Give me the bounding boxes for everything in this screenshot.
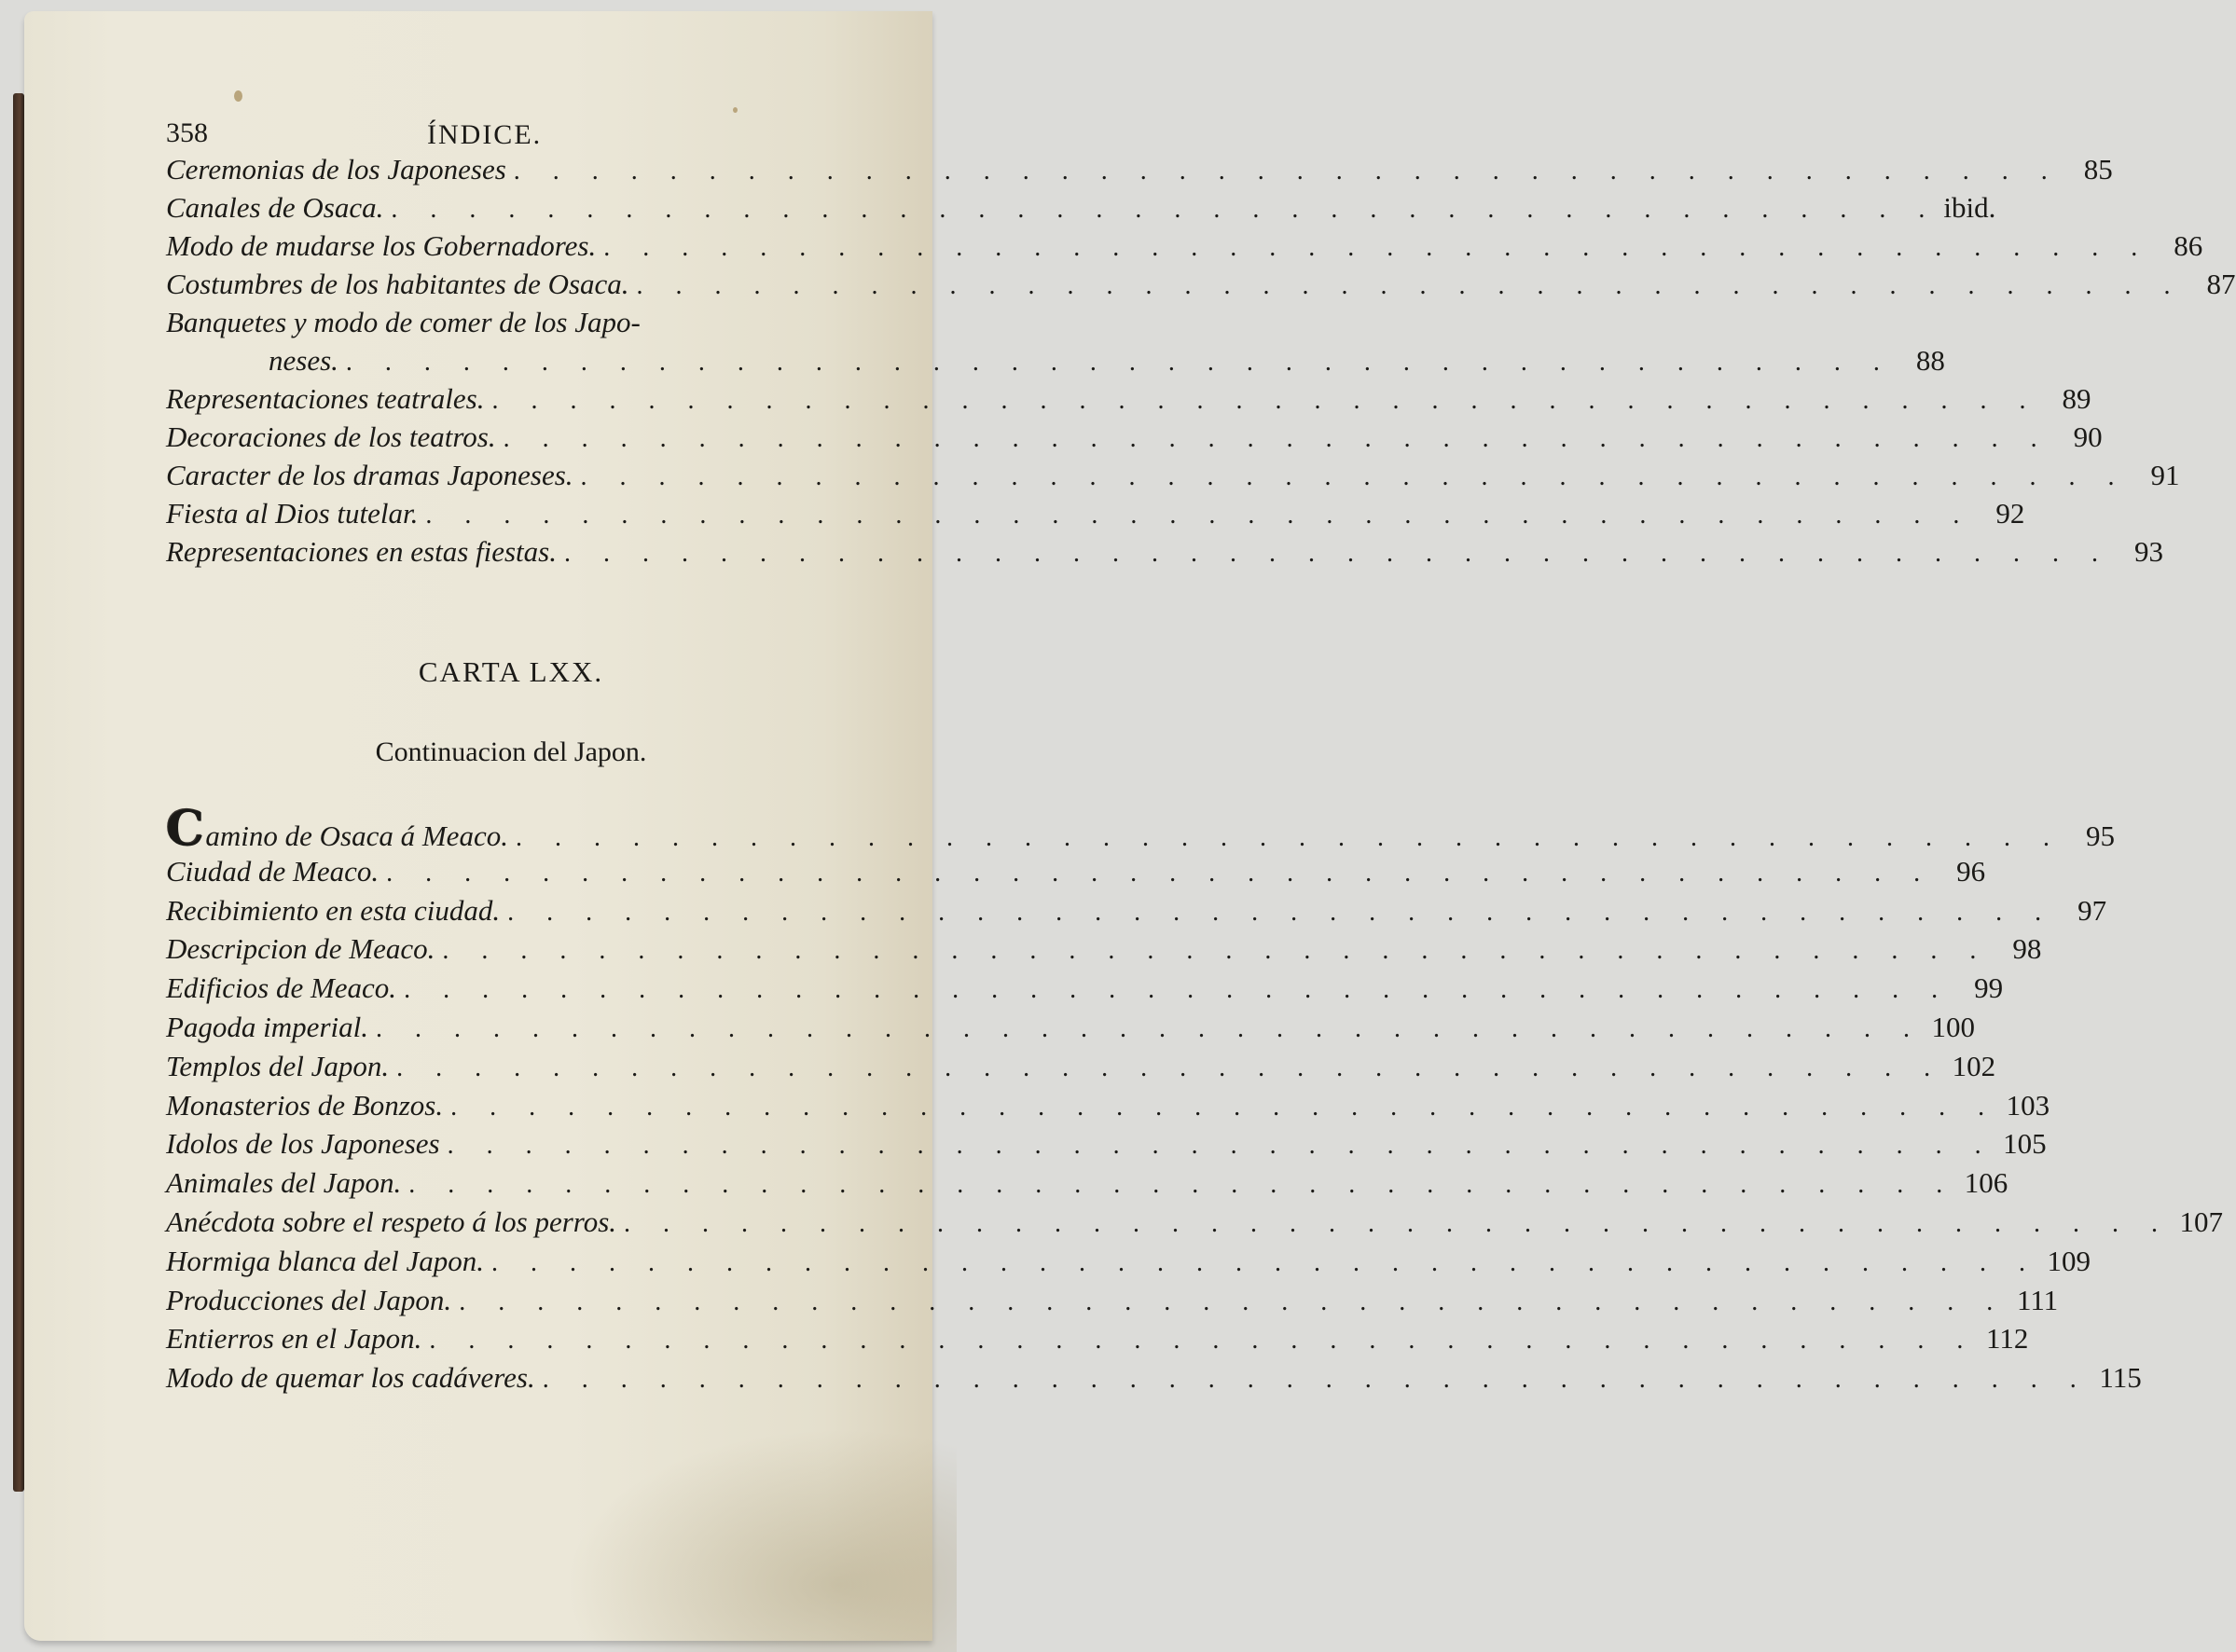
water-stain: [565, 1428, 957, 1652]
entry-text: Modo de quemar los cadáveres.: [166, 1361, 535, 1395]
index-entry: [166, 1088, 2050, 1126]
entry-page-number: 87: [2206, 268, 2236, 300]
entry-page-number: 93: [2133, 535, 2163, 568]
leader-dots: . . . . . . . . . . . . . . . . . . . . . . . . . . . . . . . . . . . . . . . .: [376, 1014, 1923, 1043]
entry-text: Descripcion de Meaco.: [166, 932, 435, 966]
entry-text: amino de Osaca á Meaco.: [205, 819, 508, 852]
entry-text: Edificios de Meaco.: [166, 971, 397, 1005]
entry-page-number: 89: [2062, 382, 2091, 415]
index-entry: [166, 932, 2042, 970]
entry-title: [166, 1361, 535, 1395]
letter-heading: CARTA LXX.: [418, 655, 604, 688]
entry-page-number: 92: [1995, 497, 2025, 530]
leader-dots: . . . . . . . . . . . . . . . . . . . . . . . . . . . . . . . . . . . . . . . .: [491, 386, 2039, 415]
entry-page-number: 106: [1964, 1166, 2008, 1200]
leader-dots: . . . . . . . . . . . . . . . . . . . . . . . . . . . . . . . . . . . . . . . .: [442, 936, 1990, 966]
leader-dots: . . . . . . . . . . . . . . . . . . . . . . . . . . . . . . . . . . . . . . . .: [490, 1247, 2038, 1277]
index-entry: [166, 1361, 2142, 1398]
entry-text: Canales de Osaca.: [166, 191, 384, 224]
entry-page-number: 91: [2150, 459, 2180, 491]
index-entry: [166, 1011, 1975, 1048]
entry-title: [166, 932, 435, 966]
entry-text: Decoraciones de los teatros.: [166, 420, 496, 453]
index-entry: [166, 1244, 2091, 1282]
index-entry: [166, 344, 1945, 381]
leader-dots: . . . . . . . . . . . . . . . . . . . . . . . . . . . . . . . . . . . . . . . .: [580, 462, 2128, 491]
entry-page-number: 98: [2012, 932, 2042, 966]
index-entry: [166, 1049, 1996, 1087]
entry-title: [166, 191, 383, 225]
entry-title: [166, 1011, 368, 1044]
leader-dots: . . . . . . . . . . . . . . . . . . . . . . . . . . . . . . . . . . . . . . . .: [404, 975, 1952, 1005]
leader-dots: . . . . . . . . . . . . . . . . . . . . . . . . . . . . . . . . . . . . . . . .: [636, 271, 2184, 300]
book-binding: [13, 93, 24, 1492]
entry-page-number: 97: [2077, 893, 2107, 927]
entry-page-number: 90: [2073, 420, 2103, 453]
entry-title: [166, 855, 379, 888]
entry-title: [166, 420, 496, 454]
page-number: 358: [166, 117, 208, 148]
index-entry: [166, 854, 1986, 892]
index-entry: [166, 420, 2103, 458]
index-entry: [166, 1166, 2008, 1204]
entry-text: Entierros en el Japon.: [166, 1322, 422, 1356]
leader-dots: . . . . . . . . . . . . . . . . . . . . . . . . . . . . . . . . . . . . . . . .: [447, 1131, 1994, 1161]
entry-title: [166, 1166, 401, 1200]
leader-dots: . . . . . . . . . . . . . . . . . . . . . . . . . . . . . . . . . . . . . . . .: [459, 1287, 2007, 1316]
entry-text: Hormiga blanca del Japon.: [166, 1244, 484, 1277]
index-entry: [166, 229, 2203, 267]
entry-text: Anécdota sobre el respeto á los perros.: [166, 1205, 617, 1238]
leader-dots: . . . . . . . . . . . . . . . . . . . . . . . . . . . . . . . . . . . . . . . .: [450, 1092, 1998, 1122]
leader-dots: . . . . . . . . . . . . . . . . . . . . . . . . . . . . . . . . . . . . . . . .: [429, 1326, 1977, 1356]
leader-dots: . . . . . . . . . . . . . . . . . . . . . . . . . . . . . . . . . . . . . . . .: [513, 157, 2061, 186]
index-entry: [166, 497, 2025, 534]
entry-page-number: 99: [1974, 971, 2004, 1005]
entry-page-number: 107: [2179, 1205, 2224, 1238]
entry-text: Representaciones teatrales.: [166, 382, 485, 415]
leader-dots: . . . . . . . . . . . . . . . . . . . . . . . . . . . . . . . . . . . . . . . .: [345, 348, 1893, 377]
leader-dots: . . . . . . . . . . . . . . . . . . . . . . . . . . . . . . . . . . . . . . . .: [408, 1170, 1956, 1200]
leader-dots: . . . . . . . . . . . . . . . . . . . . . . . . . . . . . . . . . . . . . . . .: [563, 539, 2111, 568]
entry-page-number: 86: [2174, 229, 2203, 262]
page-header: [166, 117, 856, 155]
index-entry: [166, 971, 2004, 1009]
leader-dots: . . . . . . . . . . . . . . . . . . . . . . . . . . . . . . . . . . . . . . . .: [425, 501, 1973, 530]
entry-text: Caracter de los dramas Japoneses.: [166, 459, 573, 491]
entry-text: Banquetes y modo de comer de los Japo-: [166, 306, 641, 338]
entry-text: Templos del Japon.: [166, 1049, 390, 1082]
index-entry: [166, 1205, 2224, 1243]
index-entry: [166, 459, 2180, 496]
entry-title: [166, 1205, 616, 1239]
entry-page-number: ibid.: [1943, 191, 1996, 224]
index-entry: [166, 306, 856, 343]
entry-title: [166, 344, 338, 378]
entry-text: neses.: [269, 344, 338, 377]
leader-dots: . . . . . . . . . . . . . . . . . . . . . . . . . . . . . . . . . . . . . . . .: [624, 1209, 2172, 1238]
entry-text: Representaciones en estas fiestas.: [166, 535, 557, 568]
index-entry: [166, 268, 2236, 305]
entry-page-number: 115: [2099, 1361, 2142, 1395]
entry-title: [166, 1127, 440, 1161]
entry-title: [166, 971, 396, 1005]
leader-dots: . . . . . . . . . . . . . . . . . . . . . . . . . . . . . . . . . . . . . . . .: [507, 897, 2055, 927]
entry-page-number: 88: [1915, 344, 1945, 377]
index-entry: [166, 1322, 2029, 1359]
index-entry: [166, 382, 2091, 420]
entry-text: Monasterios de Bonzos.: [166, 1088, 444, 1122]
entry-title: [166, 306, 641, 339]
entry-title: [166, 535, 557, 569]
index-entry: [166, 801, 2115, 858]
foxing-spot: [733, 107, 738, 113]
letter-subtitle: Continuacion del Japon.: [375, 737, 647, 767]
entry-page-number: 112: [1986, 1322, 2029, 1356]
drop-cap: C: [166, 801, 205, 858]
entry-text: Producciones del Japon.: [166, 1283, 452, 1316]
entry-page-number: 105: [2003, 1127, 2047, 1161]
entry-title: [166, 1050, 389, 1083]
entry-title: [166, 801, 508, 858]
entry-title: [166, 1284, 451, 1317]
entry-title: [166, 1089, 443, 1122]
foxing-spot: [234, 90, 242, 102]
entry-title: [166, 894, 500, 928]
entry-title: [166, 382, 484, 416]
leader-dots: . . . . . . . . . . . . . . . . . . . . . . . . . . . . . . . . . . . . . . . .: [603, 233, 2151, 262]
entry-title: [166, 497, 418, 530]
entry-title: [166, 1245, 484, 1278]
entry-page-number: 85: [2083, 153, 2113, 186]
entry-title: [166, 153, 506, 186]
entry-text: Pagoda imperial.: [166, 1011, 368, 1043]
leader-dots: . . . . . . . . . . . . . . . . . . . . . . . . . . . . . . . . . . . . . . . .: [515, 823, 2063, 852]
entry-text: Idolos de los Japoneses: [166, 1127, 440, 1161]
index-entry: [166, 535, 2163, 572]
entry-text: Recibimiento en esta ciudad.: [166, 893, 501, 927]
entry-title: [166, 229, 596, 263]
entry-page-number: 96: [1956, 854, 1986, 888]
entry-text: Ciudad de Meaco.: [166, 854, 380, 888]
entry-text: Costumbres de los habitantes de Osaca.: [166, 268, 629, 300]
entry-page-number: 109: [2047, 1244, 2091, 1277]
entry-text: Modo de mudarse los Gobernadores.: [166, 229, 597, 262]
entry-title: [166, 459, 573, 492]
entry-page-number: 100: [1931, 1011, 1975, 1043]
leader-dots: . . . . . . . . . . . . . . . . . . . . . . . . . . . . . . . . . . . . . . . .: [542, 1365, 2090, 1395]
entry-title: [166, 268, 629, 301]
entry-text: Ceremonias de los Japoneses: [166, 153, 506, 186]
entry-page-number: 102: [1952, 1049, 1996, 1082]
leader-dots: . . . . . . . . . . . . . . . . . . . . . . . . . . . . . . . . . . . . . . . .: [503, 424, 2050, 453]
entry-page-number: 103: [2006, 1088, 2050, 1122]
index-entry: [166, 893, 2107, 931]
entry-text: Fiesta al Dios tutelar.: [166, 497, 419, 530]
index-entry: [166, 191, 1996, 228]
leader-dots: . . . . . . . . . . . . . . . . . . . . . . . . . . . . . . . . . . . . . . . .: [396, 1053, 1944, 1082]
leader-dots: . . . . . . . . . . . . . . . . . . . . . . . . . . . . . . . . . . . . . . . .: [386, 858, 1934, 888]
index-entry: [166, 153, 2113, 190]
entry-page-number: 95: [2085, 819, 2115, 852]
entry-text: Animales del Japon.: [166, 1166, 402, 1200]
entry-page-number: 111: [2016, 1283, 2059, 1316]
section-title: ÍNDICE.: [427, 119, 543, 150]
leader-dots: . . . . . . . . . . . . . . . . . . . . . . . . . . . . . . . . . . . . . . . .: [391, 195, 1939, 224]
index-entry: [166, 1127, 2047, 1164]
entry-title: [166, 1322, 421, 1356]
index-entry: [166, 1283, 2059, 1321]
